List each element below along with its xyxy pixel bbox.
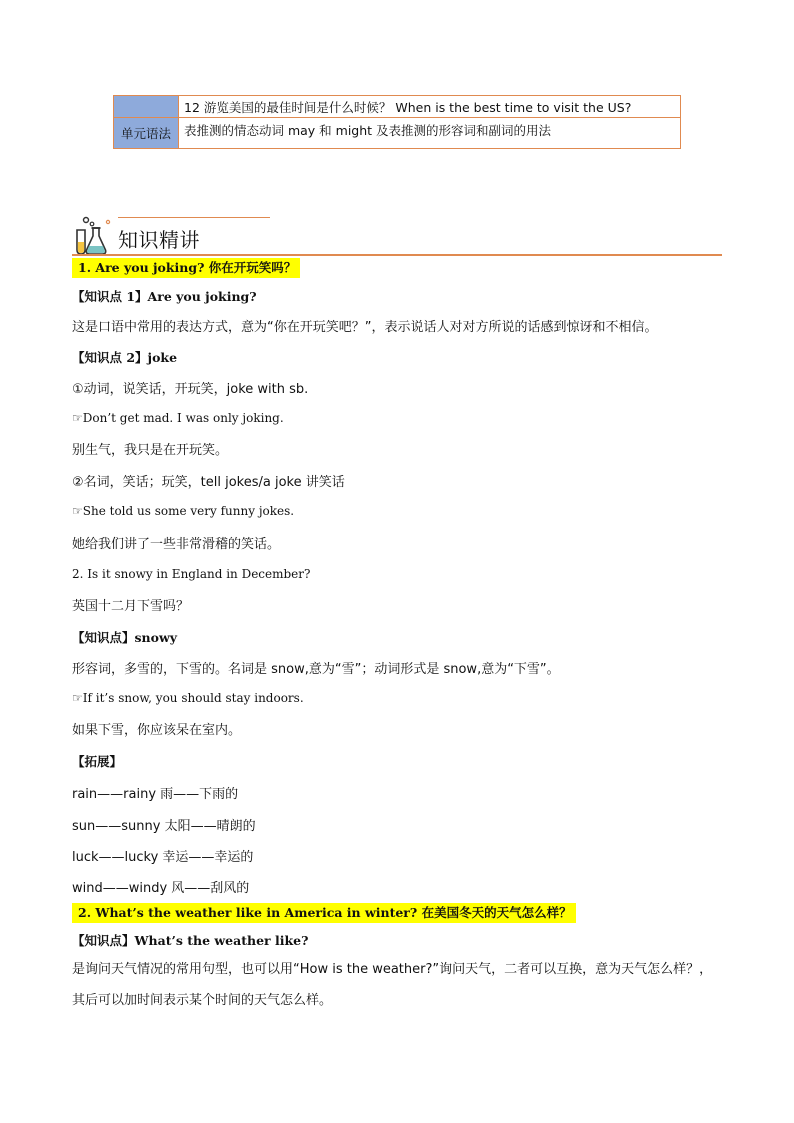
table-row: [114, 96, 681, 118]
word-pair: wind——windy 风——刮风的: [72, 881, 250, 896]
example-translation: 别生气，我只是在开玩笑。: [72, 443, 229, 458]
example-sentence: ☞Don’t get mad. I was only joking.: [72, 411, 284, 425]
highlighted-heading: 1. Are you joking? 你在开玩笑吗？: [72, 258, 300, 278]
example-translation: 如果下雪，你应该呆在室内。: [72, 723, 242, 738]
heading-item-1: [72, 258, 300, 276]
extension-heading: 【拓展】: [72, 754, 123, 769]
lab-flask-icon: [72, 216, 112, 256]
highlighted-heading: 2. What’s the weather like in America in winter? 在美国冬天的天气怎么样？: [72, 903, 576, 923]
row-text: 表推测的情态动词 may 和 might 及表推测的形容词和副词的用法: [179, 118, 681, 149]
example-sentence: ☞She told us some very funny jokes.: [72, 504, 295, 518]
section-title: 知识精讲: [118, 228, 200, 252]
question-translation: 英国十二月下雪吗？: [72, 599, 190, 614]
knowledge-point-4: 【知识点】What’s the weather like?: [72, 933, 309, 948]
knowledge-point-3: 【知识点】snowy: [72, 630, 177, 645]
row-label: [114, 96, 179, 118]
unit-summary-table: [113, 95, 681, 149]
definition-noun: ②名词，笑话；玩笑，tell jokes/a joke 讲笑话: [72, 475, 345, 490]
question-2: 2. Is it snowy in England in December?: [72, 567, 311, 581]
explanation-paragraph: 是询问天气情况的常用句型，也可以用“How is the weather?”询问天气，二者可以互换，意为天气怎么样？，其后可以加时间表示某个时间的天气怎么样。: [72, 962, 713, 1008]
section-header: [72, 214, 722, 256]
word-pair: sun——sunny 太阳——晴朗的: [72, 819, 256, 834]
row-text: 12 游览美国的最佳时间是什么时候？ When is the best time to visit the US?: [179, 96, 681, 118]
table-row: [114, 118, 681, 149]
example-sentence: ☞If it’s snow, you should stay indoors.: [72, 691, 304, 705]
knowledge-point-1: 【知识点 1】Are you joking?: [72, 289, 257, 304]
header-top-rule: [118, 217, 270, 218]
word-pair: rain——rainy 雨——下雨的: [72, 787, 239, 802]
definition-verb: ①动词，说笑话，开玩笑，joke with sb.: [72, 382, 309, 397]
heading-item-2: [72, 903, 576, 921]
example-translation: 她给我们讲了一些非常滑稽的笑话。: [72, 537, 281, 552]
knowledge-point-2: 【知识点 2】joke: [72, 350, 178, 365]
explanation-text: 这是口语中常用的表达方式，意为“你在开玩笑吧？”，表示说话人对对方所说的话感到惊讶和不相信。: [72, 320, 658, 335]
word-pair: luck——lucky 幸运——幸运的: [72, 850, 254, 865]
explanation-text: 形容词，多雪的，下雪的。名词是 snow,意为“雪”；动词形式是 snow,意为“下雪”。: [72, 662, 560, 677]
row-label: 单元语法: [114, 118, 179, 149]
header-bottom-rule: [72, 254, 722, 256]
